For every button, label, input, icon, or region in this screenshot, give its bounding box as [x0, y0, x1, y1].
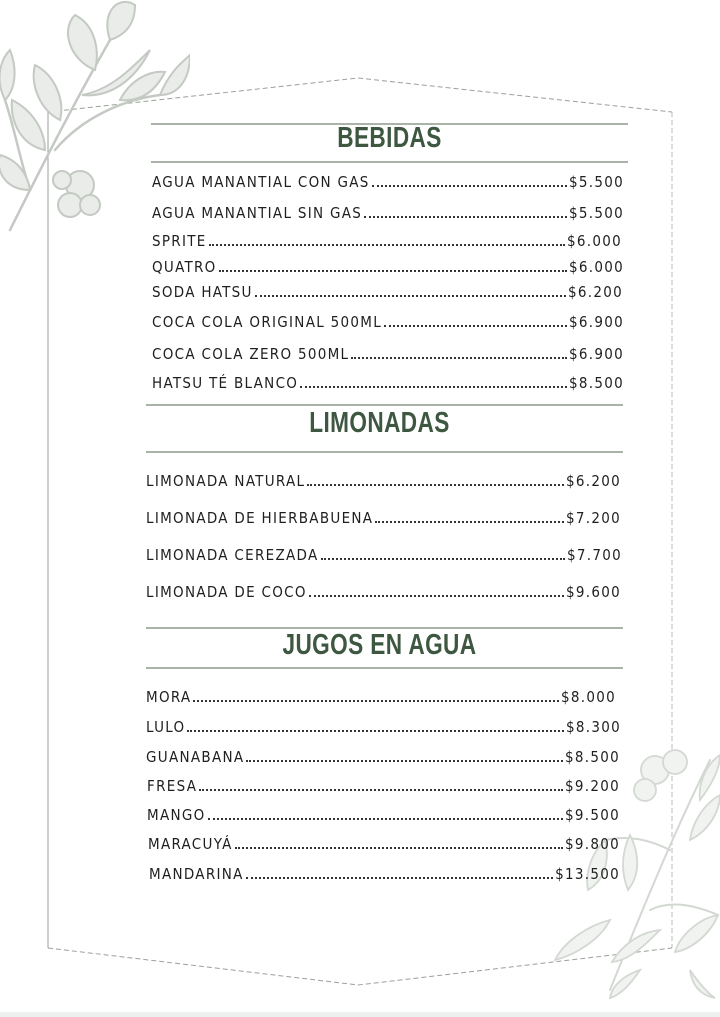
dot-leader	[351, 357, 567, 359]
item-price: $8.300	[565, 718, 621, 736]
item-price: $7.200	[565, 509, 621, 527]
dot-leader	[219, 270, 567, 272]
item-price: $8.500	[564, 748, 620, 766]
item-name: SPRITE	[152, 232, 207, 250]
item-name: LIMONADA CEREZADA	[146, 546, 319, 564]
dot-leader	[375, 521, 564, 523]
item-price: $6.000	[568, 258, 624, 276]
dot-leader	[372, 185, 567, 187]
item-name: AGUA MANANTIAL CON GAS	[152, 173, 370, 191]
page-bottom-edge	[0, 1012, 720, 1017]
item-name: MANGO	[147, 806, 206, 824]
section-rule	[146, 404, 623, 406]
dot-leader	[193, 700, 559, 702]
menu-item	[146, 546, 622, 564]
menu-item	[146, 509, 621, 527]
item-price: $9.800	[564, 835, 620, 853]
item-name: MARACUYÁ	[148, 835, 233, 853]
item-name: GUANABANA	[146, 748, 245, 766]
menu-item	[152, 345, 624, 363]
item-price: $6.900	[568, 345, 624, 363]
dot-leader	[199, 789, 563, 791]
item-name: MANDARINA	[149, 865, 244, 883]
menu-item	[152, 204, 624, 222]
menu-item	[152, 313, 624, 331]
item-name: LIMONADA DE COCO	[146, 583, 307, 601]
dot-leader	[208, 818, 563, 820]
item-price: $5.500	[568, 173, 624, 191]
dot-leader	[187, 730, 564, 732]
item-name: LIMONADA DE HIERBABUENA	[146, 509, 374, 527]
item-name: LIMONADA NATURAL	[146, 472, 306, 490]
section-title: LIMONADAS	[309, 407, 450, 439]
dot-leader	[307, 484, 564, 486]
item-price: $8.500	[568, 374, 624, 392]
section-rule	[146, 667, 623, 669]
dot-leader	[364, 216, 567, 218]
item-name: HATSU TÉ BLANCO	[152, 374, 299, 392]
section-title: JUGOS EN AGUA	[282, 629, 477, 661]
section-rule	[146, 451, 623, 453]
item-price: $9.600	[565, 583, 621, 601]
menu-item	[146, 583, 621, 601]
item-price: $5.500	[568, 204, 624, 222]
dot-leader	[300, 386, 567, 388]
dot-leader	[235, 847, 563, 849]
menu-item	[147, 777, 620, 795]
item-price: $7.700	[566, 546, 622, 564]
menu-item	[149, 865, 620, 883]
item-name: FRESA	[147, 777, 198, 795]
section-title: BEBIDAS	[337, 122, 442, 154]
dot-leader	[246, 760, 563, 762]
dot-leader	[246, 877, 553, 879]
item-name: SODA HATSU	[152, 283, 253, 301]
item-name: LULO	[146, 718, 186, 736]
menu-item	[152, 173, 624, 191]
menu-item	[146, 748, 620, 766]
dot-leader	[309, 595, 564, 597]
menu-item	[147, 806, 620, 824]
menu-item	[152, 374, 624, 392]
menu-item	[152, 283, 623, 301]
menu-item	[152, 258, 624, 276]
item-price: $6.200	[567, 283, 623, 301]
menu-item	[146, 688, 616, 706]
item-price: $6.900	[568, 313, 624, 331]
item-price: $6.200	[565, 472, 621, 490]
item-price: $13.500	[555, 865, 620, 883]
item-name: COCA COLA ORIGINAL 500ML	[152, 313, 383, 331]
item-name: COCA COLA ZERO 500ML	[152, 345, 350, 363]
menu-item	[152, 232, 622, 250]
item-price: $6.000	[566, 232, 622, 250]
menu-item	[146, 472, 621, 490]
menu-item	[146, 718, 621, 736]
dot-leader	[321, 558, 565, 560]
item-name: MORA	[146, 688, 192, 706]
item-price: $9.200	[564, 777, 620, 795]
item-name: QUATRO	[152, 258, 217, 276]
menu-item	[148, 835, 620, 853]
dot-leader	[209, 244, 565, 246]
item-price: $8.000	[560, 688, 616, 706]
section-rule	[151, 161, 628, 163]
item-name: AGUA MANANTIAL SIN GAS	[152, 204, 363, 222]
dot-leader	[255, 295, 566, 297]
item-price: $9.500	[564, 806, 620, 824]
dot-leader	[384, 325, 567, 327]
